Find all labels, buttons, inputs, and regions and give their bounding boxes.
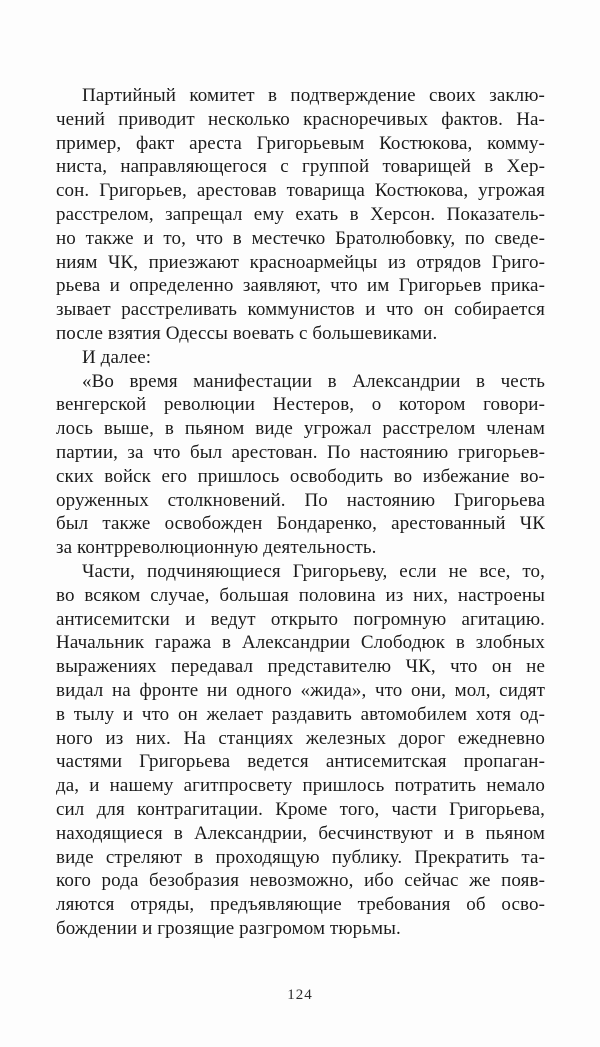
- text-line: но также и то, что в местечко Братолюбовку, по сведе-: [56, 227, 545, 249]
- text-line: антисемитски и ведут открыто погромную агитацию.: [56, 608, 545, 630]
- text-line: партии, за что был арестован. По настоянию григорьев-: [56, 441, 545, 463]
- text-line: лось выше, в пьяном виде угрожал расстрелом членам: [56, 418, 545, 440]
- text-line: сон. Григорьев, арестовав товарища Костюкова, угрожая: [56, 180, 545, 202]
- text-line: ниям ЧК, приезжают красноармейцы из отрядов Григо-: [56, 251, 545, 273]
- text-line: ниста, направляющегося с группой товарищей в Хер-: [56, 156, 545, 178]
- text-line: пример, факт ареста Григорьевым Костюкова, комму-: [56, 132, 545, 154]
- paragraph: [56, 560, 545, 941]
- text-line: ляются отряды, предъявляющие требования об осво-: [56, 894, 545, 916]
- text-line: венгерской революции Нестеров, о котором говори-: [56, 394, 545, 416]
- text-line: Части, подчиняющиеся Григорьеву, если не все, то,: [82, 560, 545, 582]
- text-line: зывает расстреливать коммунистов и что он собирается: [56, 299, 545, 321]
- text-line: в тылу и что он желает раздавить автомобилем хотя од-: [56, 703, 545, 725]
- text-line: оруженных столкновений. По настоянию Григорьева: [56, 489, 545, 511]
- text-line: И далее:: [82, 346, 152, 368]
- text-line: за контрреволюционную деятельность.: [56, 537, 377, 559]
- paragraph: [56, 84, 545, 346]
- text-line: кого рода безобразия невозможно, ибо сейчас же появ-: [56, 870, 545, 892]
- text-line: выражениях передавал представителю ЧК, что он не: [56, 656, 545, 678]
- body-text: [56, 84, 545, 941]
- text-line: видал на фронте ни одного «жида», что они, мол, сидят: [56, 679, 545, 701]
- text-line: был также освобожден Бондаренко, арестованный ЧК: [56, 513, 545, 535]
- text-line: расстрелом, запрещал ему ехать в Херсон. Показатель-: [56, 203, 545, 225]
- text-line: ного из них. На станциях железных дорог ежедневно: [56, 727, 545, 749]
- text-line: во всяком случае, большая половина из них, настроены: [56, 584, 545, 606]
- text-line: чений приводит несколько красноречивых фактов. На-: [56, 108, 545, 130]
- page-footer: [0, 986, 600, 1004]
- text-line: рьева и определенно заявляют, что им Григорьев прика-: [56, 275, 545, 297]
- text-line: ских войск его пришлось освободить во избежание во-: [56, 465, 545, 487]
- paragraph: [56, 346, 545, 370]
- text-line: Партийный комитет в подтверждение своих заклю-: [82, 85, 545, 106]
- text-line: виде стреляют в проходящую публику. Прекратить та-: [56, 846, 545, 868]
- text-line: частями Григорьева ведется антисемитская пропаган-: [56, 751, 545, 773]
- text-line: Начальник гаража в Александрии Слободюк в злобных: [56, 632, 545, 654]
- text-line: бождении и грозящие разгромом тюрьмы.: [56, 917, 401, 939]
- text-line: после взятия Одессы воевать с большевиками.: [56, 322, 438, 344]
- text-line: да, и нашему агитпросвету пришлось потратить немало: [56, 775, 545, 797]
- page-number: 124: [287, 987, 313, 1003]
- text-line: «Во время манифестации в Александрии в честь: [82, 370, 545, 392]
- text-line: сил для контрагитации. Кроме того, части Григорьева,: [56, 798, 545, 820]
- paragraph: [56, 370, 545, 560]
- text-line: находящиеся в Александрии, бесчинствуют и в пьяном: [56, 822, 545, 844]
